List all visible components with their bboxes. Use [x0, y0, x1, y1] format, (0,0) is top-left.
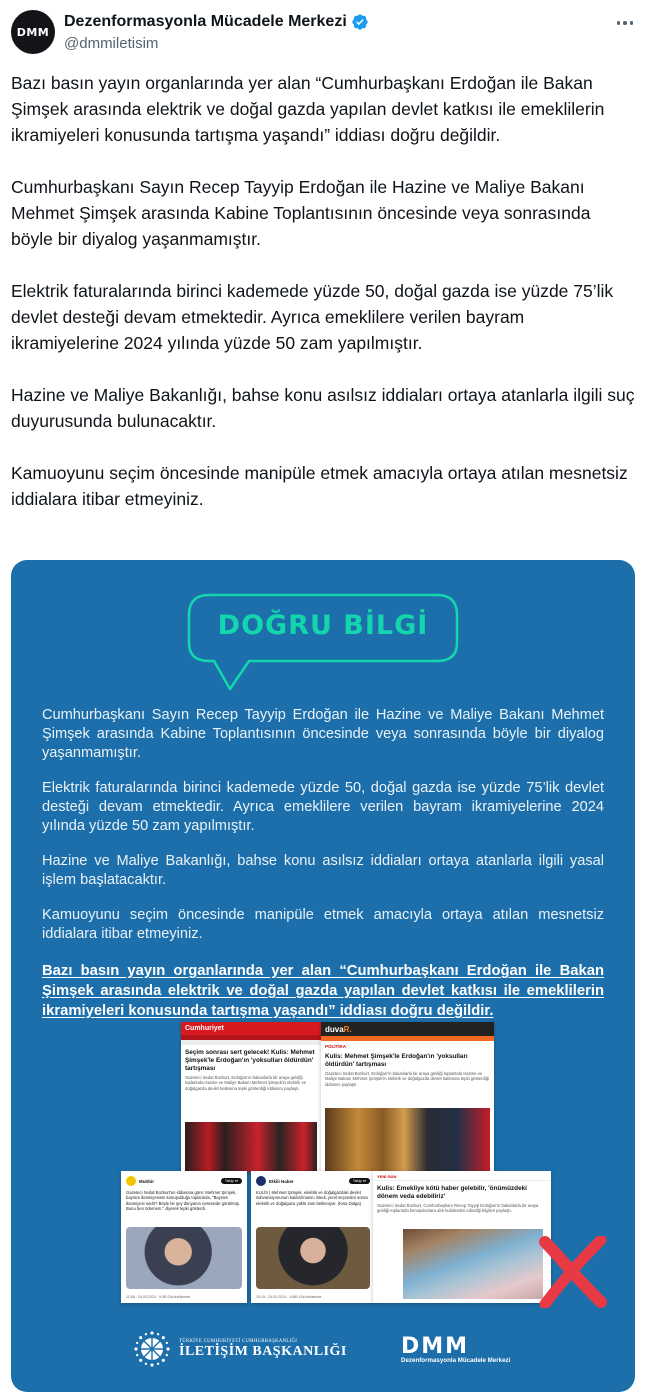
embedded-tweet-header: [121, 1171, 247, 1188]
embedded-tweet-text: Gazeteci Sedat Bozkurt'un iddiasına göre; Mehmet Şimşek, bayram ikramiyesinin konuşulduğu toplantıda, "Bayram ikramiyesi nedir? Böyle bir şey dünyanın neresinde görülmüş. Bunu ben ödemem." diyerek tepki gösterdi.: [126, 1190, 241, 1212]
logo-title: İLETİŞİM BAŞKANLIĞI: [179, 1343, 347, 1359]
news-photo: [185, 1122, 317, 1172]
news-photo: [325, 1108, 490, 1172]
logo-title: DMM: [401, 1334, 470, 1359]
avatar: [256, 1176, 266, 1186]
account-name: Etkili Haber: [269, 1178, 294, 1184]
info-paragraph: Hazine ve Maliye Bakanlığı, bahse konu asılsız iddiaları ortaya atanlarla ilgili yasal işlem başlatacaktır.: [42, 853, 604, 888]
tweet-paragraph: Kamuoyunu seçim öncesinde manipüle etmek amacıyla ortaya atılan mesnetsiz iddialara itibar etmeyiniz.: [11, 463, 628, 509]
follow-button: Takip et: [221, 1178, 242, 1184]
info-paragraph: Cumhurbaşkanı Sayın Recep Tayyip Erdoğan ile Hazine ve Maliye Bakanı Mehmet Şimşek arasında Kabine Toplantısının öncesinde veya sonrasında böyle bir diyalog yaşanmamıştır.: [42, 707, 604, 761]
tweet-body: [11, 70, 636, 538]
dmm-logo: [401, 1334, 511, 1364]
article-lead: Gazeteci Sedat Bozkurt, Erdoğan'ın bakanlarla bir araya geldiği toplantıda Hazine ve Maliye Bakanı Mehmet Şimşek'in elektrik ve doğalgazda devlet katkısına tepki gösterdiği iddiasını paylaştı.: [325, 1071, 489, 1087]
speech-bubble-icon: [187, 593, 459, 691]
embedded-tweet-photo: [126, 1227, 242, 1289]
headline: Seçim sonrası sert gelecek! Kulis: Mehmet Şimşek'le Erdoğan'ın 'yoksulları öldürdün' tartışması: [185, 1049, 315, 1072]
more-options-button[interactable]: [613, 16, 637, 30]
false-claim-text: Bazı basın yayın organlarında yer alan “Cumhurbaşkanı Erdoğan ile Bakan Şimşek arasında elektrik ve doğal gazda yapılan devlet katkısı ile emeklilerin ikramiyeleri konusunda tartışma yaşandı” iddiası doğru değildir.: [42, 963, 604, 1019]
article-lead: Gazeteci Sedat Bozkurt, Erdoğan'ın bakanlarla bir araya geldiği toplantıda Hazine ve Maliye Bakanı Mehmet Şimşek'in elektrik ve doğalgazda devlet katkısına tepki gösterdiği iddiasını paylaştı.: [185, 1075, 306, 1091]
news-photo: [403, 1229, 543, 1299]
iletisim-baskanligi-logo: [133, 1330, 347, 1368]
embedded-tweet-header: [251, 1171, 375, 1188]
ellipsis-dot: [630, 21, 634, 25]
site-logo: YENİ GÜN: [373, 1171, 551, 1181]
info-paragraph: Elektrik faturalarında birinci kademede yüzde 50, doğal gazda ise yüzde 75’lik devlet desteği devam etmektedir. Ayrıca emeklilere verilen bayram ikramiyelerine 2024 yılında yüzde 50 zam yapılmıştır.: [42, 780, 604, 834]
etkili-haber-tweet-screenshot: [251, 1171, 375, 1303]
headline: Kulis: Mehmet Şimşek'le Erdoğan'ın 'yoksulları öldürdün' tartışması: [325, 1053, 468, 1068]
tweet-paragraph: Hazine ve Maliye Bakanlığı, bahse konu asılsız iddiaları ortaya atanlarla ilgili suç duyurusunda bulunacaktır.: [11, 385, 635, 431]
yenigun-screenshot: [373, 1171, 551, 1303]
embedded-tweet-text: KULİS | Mehmet Şimşek, elektrik ve doğalgazdaki devlet sübvansiyonunun kaldırılmasını istedi, yerel seçimden sonra elektrik ve doğalgaza yüklü zam bekleniyor. (Kısa Dalga): [256, 1190, 368, 1206]
avatar: [126, 1176, 136, 1186]
tweet-paragraph: Elektrik faturalarında birinci kademede yüzde 50, doğal gazda ise yüzde 75’lik devlet desteği devam etmektedir. Ayrıca emeklilere verilen bayram ikramiyelerine 2024 yılında yüzde 50 zam yapılmıştır.: [11, 281, 614, 353]
category-label: POLİTİKA: [325, 1044, 346, 1049]
article-lead: Gazeteci Sedat Bozkurt, Cumhurbaşkanı Recep Tayyip Erdoğan'ın bakanlarla bir araya geldiği toplantıda konuşulanlara dair kulislerden edindiği bilgileri paylaştı.: [377, 1203, 539, 1214]
muhbir-tweet-screenshot: [121, 1171, 247, 1303]
avatar[interactable]: [11, 10, 55, 54]
rosette-emblem-icon: [133, 1330, 171, 1368]
embedded-tweet-meta: 10:15 · 24.03.2024 · 108B Görüntülenme: [256, 1295, 322, 1299]
logo-subtitle: Dezenformasyonla Mücadele Merkezi: [401, 1357, 511, 1364]
embedded-tweet-meta: 11:58 · 24.03.2024 · 5,5B Görüntülenme: [126, 1295, 191, 1299]
ellipsis-icon: [617, 21, 621, 25]
logo-text: duva: [325, 1025, 344, 1034]
cumhuriyet-screenshot: [181, 1022, 321, 1172]
author-name-row: [64, 13, 369, 31]
headline: Kulis: Emekliye kötü haber gelebilir, 'önümüzdeki dönem veda edebiliriz': [377, 1185, 527, 1200]
author-display-name[interactable]: Dezenformasyonla Mücadele Merkezi: [64, 13, 347, 30]
iletisim-text: [179, 1339, 347, 1360]
ellipsis-dot: [623, 21, 627, 25]
verified-badge-icon: [351, 13, 369, 31]
tweet-paragraph: Bazı basın yayın organlarında yer alan “Cumhurbaşkanı Erdoğan ile Bakan Şimşek arasında elektrik ve doğal gazda yapılan devlet katkısı ile emeklilerin ikramiyeleri konusunda tartışma yaşandı” iddiası doğru değildir.: [11, 73, 605, 145]
info-paragraph: Kamuoyunu seçim öncesinde manipüle etmek amacıyla ortaya atılan mesnetsiz iddialara itibar etmeyiniz.: [42, 907, 604, 942]
badge-title: DOĞRU BİLGİ: [217, 610, 429, 641]
avatar-text: DMM: [16, 25, 50, 39]
embedded-tweet-photo: [256, 1227, 370, 1289]
tweet-header: [11, 10, 641, 60]
duvar-screenshot: [321, 1022, 494, 1172]
tweet-paragraph: Cumhurbaşkanı Sayın Recep Tayyip Erdoğan ile Hazine ve Maliye Bakanı Mehmet Şimşek arasında Kabine Toplantısının öncesinde veya sonrasında böyle bir diyalog yaşanmamıştır.: [11, 177, 591, 249]
author-handle[interactable]: @dmmiletisim: [64, 35, 159, 52]
logo-accent: R.: [343, 1025, 352, 1034]
duvar-logo: [321, 1022, 494, 1036]
red-x-icon: [539, 1236, 607, 1308]
account-name: Muhbir: [139, 1178, 154, 1184]
logo-subtitle: TÜRKİYE CUMHURİYETİ CUMHURBAŞKANLIĞI: [179, 1338, 298, 1344]
tweet-media-image[interactable]: [11, 560, 635, 1392]
follow-button: Takip et: [349, 1178, 370, 1184]
cumhuriyet-logo: Cumhuriyet: [181, 1022, 321, 1035]
